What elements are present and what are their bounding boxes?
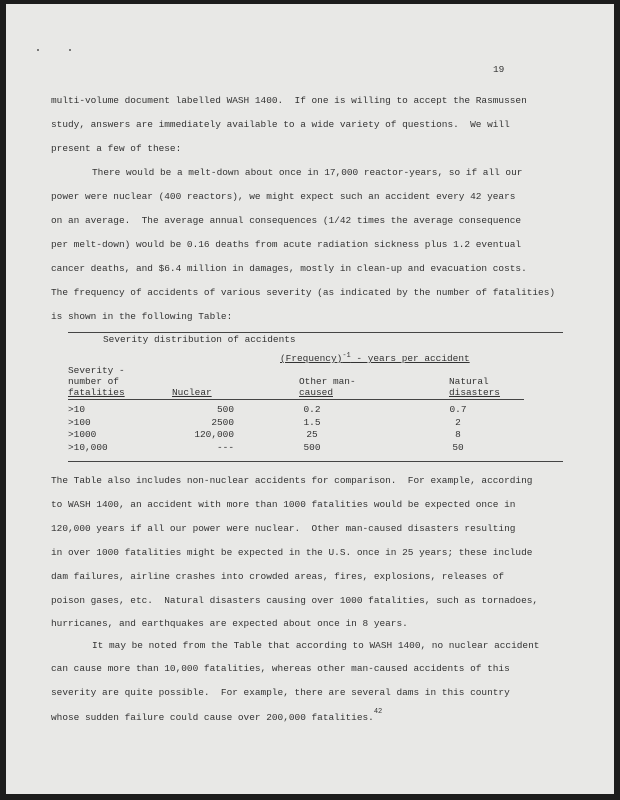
paragraph-line: is shown in the following Table:: [51, 311, 233, 322]
table-group-header: [280, 351, 470, 364]
paragraph-line: power were nuclear (400 reactors), we might expect such an accident every 42 years: [51, 191, 516, 202]
header-other: caused: [299, 387, 333, 398]
table-cell-severity: >10,000: [68, 441, 108, 453]
paragraph-line: cancer deaths, and $6.4 million in damages, mostly in clean-up and evacuation costs.: [51, 263, 527, 274]
document-page: [6, 4, 614, 794]
table-top-rule: [68, 332, 563, 333]
paragraph-line: The frequency of accidents of various severity (as indicated by the number of fatalities): [51, 287, 556, 298]
table-cell-natural: 50: [452, 441, 464, 453]
table-cell-nuclear: ---: [217, 441, 234, 453]
paragraph-line: The Table also includes non-nuclear accidents for comparison. For example, according: [51, 475, 533, 486]
paragraph-line: study, answers are immediately available to a wide variety of questions. We will: [51, 119, 510, 130]
table-cell-natural: 8: [455, 429, 461, 440]
group-header-sup: -1: [342, 352, 351, 360]
paragraph-line: can cause more than 10,000 fatalities, whereas other man-caused accidents of this: [51, 663, 510, 674]
paragraph-line: in over 1000 fatalities might be expected in the U.S. once in 25 years; these include: [51, 547, 533, 558]
footnote-ref: 42: [373, 708, 383, 716]
header-natural: disasters: [449, 387, 500, 398]
table-cell-severity: >10: [68, 404, 85, 415]
table-cell-other: 500: [303, 441, 321, 453]
table-cell-nuclear: 500: [217, 404, 234, 415]
scan-speck: [37, 49, 39, 51]
paragraph-line: dam failures, airline crashes into crowded areas, fires, explosions, releases of: [51, 571, 505, 582]
table-cell-natural: 0.7: [449, 404, 467, 415]
header-severity: Severity -: [68, 365, 125, 376]
scan-speck: [69, 49, 71, 51]
header-severity: fatalities: [68, 387, 125, 398]
paragraph-line: poison gases, etc. Natural disasters causing over 1000 fatalities, such as tornadoes,: [51, 595, 539, 606]
header-other: Other man-: [299, 376, 356, 387]
paragraph-line: multi-volume document labelled WASH 1400. If one is willing to accept the Rasmussen: [51, 95, 527, 106]
paragraph-line: hurricanes, and earthquakes are expected about once in 8 years.: [51, 618, 408, 629]
paragraph-line: severity are quite possible. For example, there are several dams in this country: [51, 687, 510, 698]
group-header-suffix: - years per accident: [350, 353, 470, 365]
paragraph-line: [51, 710, 382, 723]
table-cell-other: 1.5: [303, 416, 321, 428]
paragraph-line: present a few of these:: [51, 143, 182, 154]
table-cell-other: 25: [306, 429, 318, 440]
table-cell-severity: >100: [68, 416, 91, 428]
paragraph-line: per melt-down) would be 0.16 deaths from acute radiation sickness plus 1.2 eventual: [51, 239, 522, 250]
page-number: 19: [493, 64, 505, 75]
table-cell-nuclear: 120,000: [194, 429, 234, 440]
table-cell-other: 0.2: [303, 404, 321, 415]
table-title: Severity distribution of accidents: [103, 334, 296, 345]
header-severity: number of: [68, 376, 119, 387]
paragraph-line: on an average. The average annual consequences (1/42 times the average consequence: [51, 215, 522, 226]
table-bottom-rule: [68, 461, 563, 462]
header-nuclear: Nuclear: [172, 387, 212, 398]
table-cell-severity: >1000: [68, 429, 97, 440]
paragraph-text: whose sudden failure could cause over 200,000 fatalities.: [51, 712, 374, 724]
table-cell-nuclear: 2500: [211, 416, 234, 428]
group-header-text: (Frequency): [280, 353, 343, 365]
paragraph-line: There would be a melt-down about once in 17,000 reactor-years, so if all our: [92, 167, 523, 178]
paragraph-line: 120,000 years if all our power were nuclear. Other man-caused disasters resulting: [51, 523, 516, 534]
paragraph-line: to WASH 1400, an accident with more than 1000 fatalities would be expected once in: [51, 499, 516, 510]
paragraph-line: It may be noted from the Table that according to WASH 1400, no nuclear accident: [92, 640, 540, 651]
header-rule: [68, 399, 524, 400]
header-natural: Natural: [449, 376, 489, 387]
table-cell-natural: 2: [455, 416, 461, 428]
